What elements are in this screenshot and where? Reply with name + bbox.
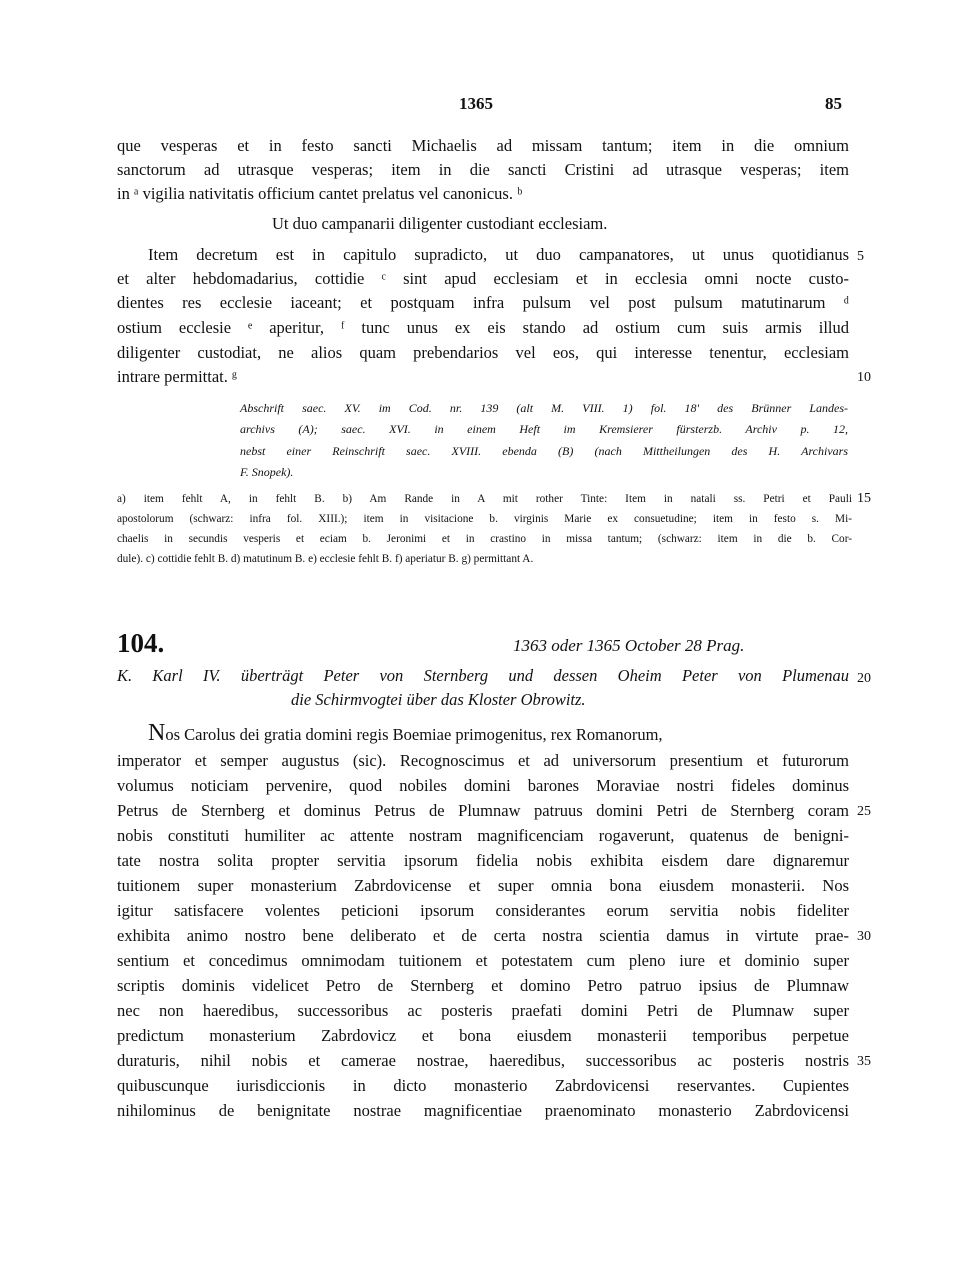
line-number: 15 xyxy=(857,491,871,506)
footnote-line: a) item fehlt A, in fehlt B. b) Am Rande in A mit rother Tinte: Item in natali ss. Petri et Pauli xyxy=(117,493,852,505)
text-line: tuitionem super monasterium Zabrdovicense et super omnia bona eiusdem monasterii. Nos xyxy=(117,876,849,895)
document-date-place: 1363 oder 1365 October 28 Prag. xyxy=(513,636,745,655)
document-summary: K. Karl IV. überträgt Peter von Sternberg und dessen Oheim Peter von Plumenau xyxy=(117,666,849,685)
footnote-line: dule). c) cottidie fehlt B. d) matutinum B. e) ecclesie fehlt B. f) aperiatur B. g) permittant A. xyxy=(117,553,534,565)
line-number: 20 xyxy=(857,671,871,686)
line-number: 5 xyxy=(857,249,864,264)
text-line: nihilominus de benignitate nostrae magnificentiae praenominato monasterio Zabrdovicensi xyxy=(117,1101,849,1120)
text-line: volumus noticiam pervenire, quod nobiles domini barones Moraviae nostri fideles dominus xyxy=(117,776,849,795)
text-line: intrare permittat. ᵍ xyxy=(117,367,237,386)
bibliography-line: Abschrift saec. XV. im Cod. nr. 139 (alt M. VIII. 1) fol. 18' des Brünner Landes- xyxy=(240,401,848,415)
document-summary: die Schirmvogtei über das Kloster Obrowitz. xyxy=(291,690,586,709)
text-line: imperator et semper augustus (sic). Recognoscimus et ad universorum presentium et futurorum xyxy=(117,751,849,770)
text-line: tate nostra solita propter servitia ipsorum fidelia nobis exhibita eisdem dare dignaremur xyxy=(117,851,849,870)
text-line: predictum monasterium Zabrdovicz et bona eiusdem monasterii temporibus perpetue xyxy=(117,1026,849,1045)
text-line: ostium ecclesie ᵉ aperitur, ᶠ tunc unus ex eis stando ad ostium cum suis armis illud xyxy=(117,318,849,337)
bibliography-line: F. Snopek). xyxy=(240,465,294,479)
text-line: exhibita animo nostro bene deliberato et de certa nostra scientia damus in virtute prae- xyxy=(117,926,849,945)
text-line: nec non haeredibus, successoribus ac posteris praefati domini Petri de Plumnaw super xyxy=(117,1001,849,1020)
text-line: diligenter custodiat, ne alios quam prebendarios vel eos, qui interesse tenentur, ecclesiam xyxy=(117,343,849,362)
text-line: igitur satisfacere volentes peticioni ipsorum considerantes eorum servitia nobis fideliter xyxy=(117,901,849,920)
bibliography-line: archivs (A); saec. XVI. in einem Heft im Kremsierer fürsterzb. Archiv p. 12, xyxy=(240,422,848,436)
footnote-line: chaelis in secundis vesperis et eciam b. Jeronimi et in crastino in missa tantum; (schwarz: item in die b. Cor- xyxy=(117,533,852,545)
line-number: 35 xyxy=(857,1054,871,1069)
text-line: in ᵃ vigilia nativitatis officium cantet prelatus vel canonicus. ᵇ xyxy=(117,184,523,203)
text-line: sanctorum ad utrasque vesperas; item in die sancti Cristini ad utrasque vesperas; item xyxy=(117,160,849,179)
initial-letter: N xyxy=(148,720,166,746)
text-line: et alter hebdomadarius, cottidie ᶜ sint apud ecclesiam et in ecclesia omni nocte custo- xyxy=(117,269,849,288)
section-heading: Ut duo campanarii diligenter custodiant ecclesiam. xyxy=(272,214,608,233)
line-number: 25 xyxy=(857,804,871,819)
text-line: dientes res ecclesie iaceant; et postquam infra pulsum vel post pulsum matutinarum ᵈ xyxy=(117,293,849,312)
text-line: quibuscunque iurisdiccionis in dicto monasterio Zabrdovicensi reservantes. Cupientes xyxy=(117,1076,849,1095)
text-line xyxy=(148,721,849,747)
text-line: Item decretum est in capitulo supradicto, ut duo campanatores, ut unus quotidianus xyxy=(148,245,849,264)
running-year: 1365 xyxy=(459,94,493,113)
page-number: 85 xyxy=(825,94,842,113)
line-number: 10 xyxy=(857,370,871,385)
footnote-line: apostolorum (schwarz: infra fol. XIII.); item in visitacione b. virginis Marie ex consuetudine; item in festo s. Mi- xyxy=(117,513,852,525)
text-line: que vesperas et in festo sancti Michaelis ad missam tantum; item in die omnium xyxy=(117,136,849,155)
first-line-text: os Carolus dei gratia domini regis Boemiae primogenitus, rex Romanorum, xyxy=(165,725,663,744)
text-line: duraturis, nihil nobis et camerae nostrae, haeredibus, successoribus ac posteris nostris xyxy=(117,1051,849,1070)
text-line: nobis constituti humiliter ac attente nostram magnificenciam rogaverunt, quatenus de benigni- xyxy=(117,826,849,845)
text-line: Petrus de Sternberg et dominus Petrus de Plumnaw patruus domini Petri de Sternberg coram xyxy=(117,801,849,820)
line-number: 30 xyxy=(857,929,871,944)
text-line: scriptis dominis videlicet Petro de Sternberg et domino Petro patruo ipsius de Plumnaw xyxy=(117,976,849,995)
bibliography-line: nebst einer Reinschrift saec. XVIII. ebenda (B) (nach Mittheilungen des H. Archivars xyxy=(240,444,848,458)
document-number: 104. xyxy=(117,628,165,658)
text-line: sentium et concedimus omnimodam tuitionem et potestatem cum pleno iure et dominio super xyxy=(117,951,849,970)
